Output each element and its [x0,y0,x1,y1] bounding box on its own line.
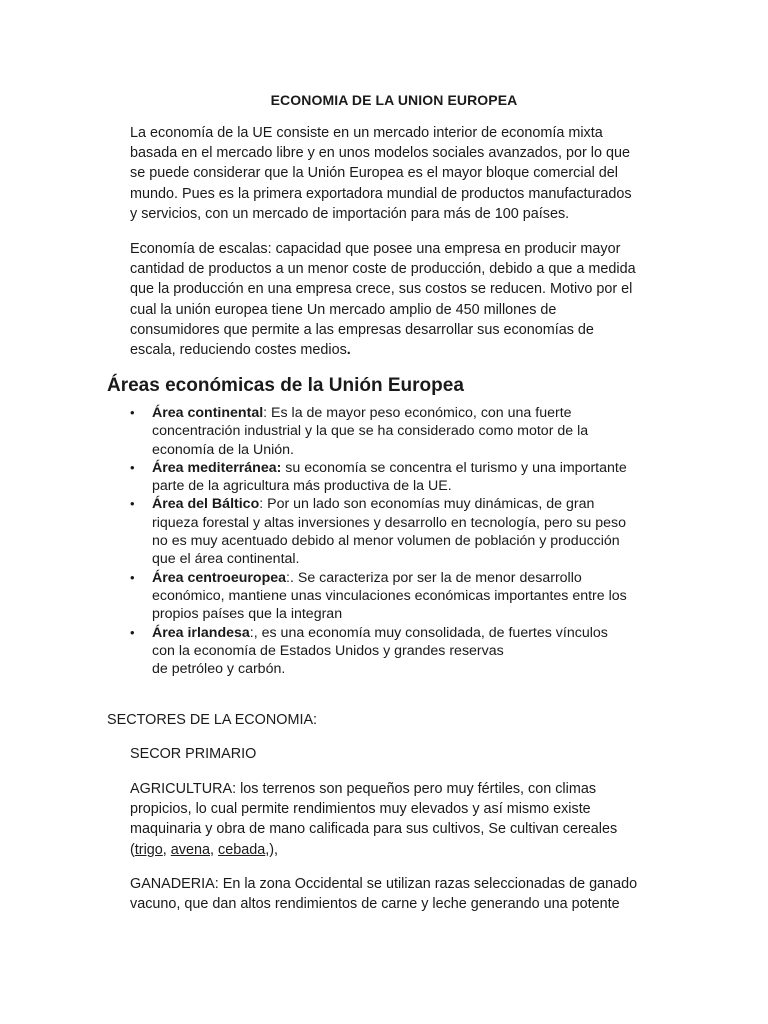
crop-link-avena[interactable]: avena [170,841,211,858]
text-line [130,340,670,360]
text-line: concentración industrial y la que se ha considerado como motor de la [152,423,589,440]
list-item [130,404,690,459]
area-text: :, es una economía muy consolidada, de fuertes vínculos [249,624,608,641]
text-line: que la producción en una empresa crece, sus costos se reducen. Motivo por el [130,281,633,298]
separator: , [162,841,171,858]
text-line: consumidores que permite a las empresas desarrollar sus economías de [130,321,594,338]
text-line: propios países que la integran [152,606,343,623]
sectors-heading: SECTORES DE LA ECONOMIA: [107,712,318,728]
list-item [130,495,690,568]
text-line: propicios, lo cual permite rendimientos muy elevados y así mismo existe [130,801,591,818]
area-name: Área centroeuropea [152,569,287,586]
text-line: cantidad de productos a un menor coste de producción, debido a que a medida [130,261,636,278]
text-line [130,840,670,860]
text-line: La economía de la UE consiste en un mercado interior de economía mixta [130,125,603,141]
area-name: Área continental [152,405,264,421]
text-line: mundo. Pues es la primera exportadora mundial de productos manufacturados [130,185,632,202]
area-text: su economía se concentra el turismo y una importante [281,459,627,476]
text-line: maquinaria y obra de mano calificada para sus cultivos, Se cultivan cereales [130,821,618,838]
area-text: : Es la de mayor peso económico, con una fuerte [263,405,572,421]
areas-heading: Áreas económicas de la Unión Europea [107,375,464,396]
crop-link-trigo[interactable]: trigo [134,841,163,858]
area-name: Área del Báltico [152,496,260,513]
paren-open: ( [130,841,135,858]
areas-list [130,404,690,678]
list-item [130,569,690,624]
text-line: parte de la agricultura más productiva de la UE. [152,478,452,495]
area-name: Área irlandesa [152,624,250,641]
text-line: cual la unión europea tiene Un mercado amplio de 450 millones de [130,301,557,318]
text-line: se puede considerar que la Unión Europea es el mayor bloque comercial del [130,165,618,182]
area-text: : Por un lado son economías muy dinámicas, de gran [259,496,595,513]
list-item [130,459,690,496]
list-item [130,624,690,679]
livestock-paragraph [130,874,670,914]
paren-close: ,), [265,841,279,858]
bullet-icon: • [130,459,135,475]
text-line: GANADERIA: En la zona Occidental se utilizan razas seleccionadas de ganado [130,876,638,892]
primary-sector-heading: SECOR PRIMARIO [130,746,257,762]
separator: , [210,841,219,858]
text-line: AGRICULTURA: los terrenos son pequeños pero muy fértiles, con climas [130,781,597,797]
text-line: con la economía de Estados Unidos y grandes reservas [152,642,504,659]
area-name: Área mediterránea: [152,459,282,476]
area-text: :. Se caracteriza por ser la de menor desarrollo [286,569,582,586]
bullet-icon: • [130,405,135,420]
scale-paragraph [130,239,670,360]
text-line: y servicios, con un mercado de importación para más de 100 países. [130,205,570,222]
text-line: vacuno, que dan altos rendimientos de carne y leche generando una potente [130,896,620,913]
text-line: económico, mantiene unas vinculaciones económicas importantes entre los [152,587,627,604]
intro-paragraph [130,123,670,224]
text-line: no es muy acentuado debido al menor volumen de población y producción [152,533,620,550]
crop-link-cebada[interactable]: cebada [218,841,266,858]
bullet-icon: • [130,624,135,640]
agriculture-paragraph [130,779,670,860]
text-line: Economía de escalas: capacidad que posee una empresa en producir mayor [130,241,621,257]
document-title: ECONOMIA DE LA UNION EUROPEA [270,92,518,108]
text-line: riqueza forestal y altas inversiones y desarrollo en tecnología, pero su peso [152,514,626,531]
text-line: de petróleo y carbón. [152,661,286,678]
text-line: economía de la Unión. [152,441,294,458]
text-line: basada en el mercado libre y en unos modelos sociales avanzados, por lo que [130,145,630,162]
period-bold: . [346,342,351,359]
bullet-icon: • [130,569,135,585]
text-line-part: escala, reduciendo costes medios [130,342,347,359]
bullet-icon: • [130,496,135,512]
text-line: que el área continental. [152,551,300,568]
